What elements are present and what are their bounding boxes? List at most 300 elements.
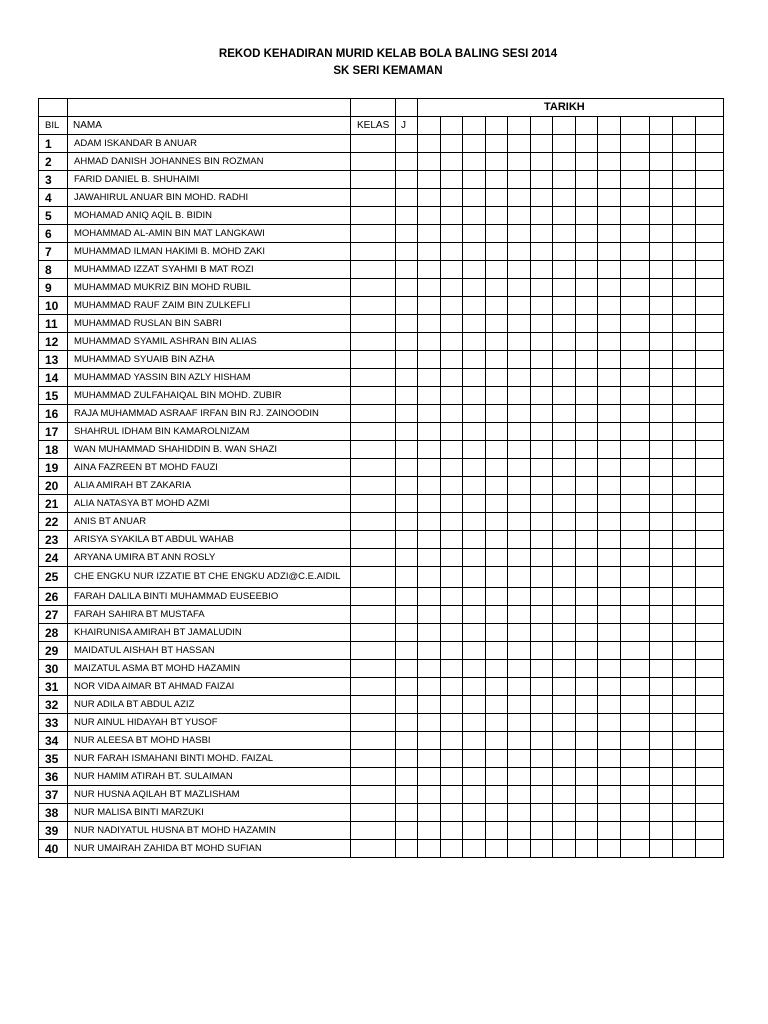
attendance-cell (418, 696, 441, 714)
attendance-cell (650, 369, 673, 387)
attendance-cell (621, 642, 650, 660)
attendance-cell (621, 189, 650, 207)
kelas-cell (351, 153, 396, 171)
attendance-cell (673, 135, 696, 153)
attendance-cell (418, 822, 441, 840)
attendance-cell (486, 225, 508, 243)
student-name: NUR UMAIRAH ZAHIDA BT MOHD SUFIAN (68, 840, 351, 858)
j-cell (396, 624, 418, 642)
attendance-cell (441, 423, 463, 441)
kelas-cell (351, 477, 396, 495)
attendance-cell (463, 279, 486, 297)
attendance-cell (650, 315, 673, 333)
attendance-cell (553, 189, 576, 207)
attendance-cell (486, 642, 508, 660)
table-row (39, 678, 724, 696)
table-row (39, 768, 724, 786)
attendance-cell (650, 606, 673, 624)
attendance-cell (463, 261, 486, 279)
kelas-cell (351, 750, 396, 768)
attendance-cell (621, 786, 650, 804)
kelas-cell (351, 714, 396, 732)
attendance-cell (576, 531, 598, 549)
j-cell (396, 786, 418, 804)
attendance-cell (650, 459, 673, 477)
attendance-cell (531, 732, 553, 750)
attendance-cell (418, 225, 441, 243)
attendance-cell (576, 696, 598, 714)
attendance-cell (650, 750, 673, 768)
attendance-cell (650, 768, 673, 786)
attendance-cell (486, 804, 508, 822)
attendance-cell (673, 495, 696, 513)
attendance-cell (696, 369, 724, 387)
attendance-cell (621, 243, 650, 261)
student-name: KHAIRUNISA AMIRAH BT JAMALUDIN (68, 624, 351, 642)
attendance-cell (441, 171, 463, 189)
student-name: ARISYA SYAKILA BT ABDUL WAHAB (68, 531, 351, 549)
attendance-cell (621, 588, 650, 606)
table-row (39, 459, 724, 477)
kelas-cell (351, 549, 396, 567)
j-cell (396, 660, 418, 678)
attendance-cell (598, 513, 621, 531)
row-number: 11 (39, 315, 68, 333)
attendance-cell (486, 423, 508, 441)
attendance-cell (531, 804, 553, 822)
attendance-cell (598, 660, 621, 678)
attendance-cell (598, 840, 621, 858)
attendance-cell (508, 822, 531, 840)
attendance-cell (621, 207, 650, 225)
attendance-cell (696, 135, 724, 153)
attendance-cell (486, 405, 508, 423)
student-name: MUHAMMAD YASSIN BIN AZLY HISHAM (68, 369, 351, 387)
attendance-cell (441, 495, 463, 513)
table-row (39, 714, 724, 732)
table-row (39, 333, 724, 351)
attendance-cell (576, 225, 598, 243)
table-row (39, 531, 724, 549)
attendance-cell (418, 495, 441, 513)
student-name: NUR HAMIM ATIRAH BT. SULAIMAN (68, 768, 351, 786)
attendance-cell (418, 207, 441, 225)
attendance-cell (463, 531, 486, 549)
attendance-cell (598, 225, 621, 243)
student-name: NOR VIDA AIMAR BT AHMAD FAIZAI (68, 678, 351, 696)
row-number: 19 (39, 459, 68, 477)
kelas-cell (351, 732, 396, 750)
table-row (39, 732, 724, 750)
attendance-cell (553, 225, 576, 243)
attendance-cell (441, 588, 463, 606)
attendance-cell (621, 297, 650, 315)
attendance-cell (673, 225, 696, 243)
attendance-cell (508, 279, 531, 297)
attendance-cell (463, 840, 486, 858)
attendance-cell (553, 642, 576, 660)
attendance-cell (418, 297, 441, 315)
attendance-cell (486, 624, 508, 642)
attendance-cell (418, 840, 441, 858)
header-row-top (39, 99, 724, 117)
attendance-cell (486, 387, 508, 405)
attendance-cell (553, 423, 576, 441)
attendance-cell (553, 207, 576, 225)
attendance-cell (650, 153, 673, 171)
attendance-cell (531, 153, 553, 171)
attendance-cell (508, 333, 531, 351)
attendance-cell (621, 477, 650, 495)
row-number: 8 (39, 261, 68, 279)
attendance-cell (673, 423, 696, 441)
attendance-cell (463, 351, 486, 369)
kelas-cell (351, 369, 396, 387)
attendance-cell (418, 441, 441, 459)
attendance-cell (418, 588, 441, 606)
student-name: AHMAD DANISH JOHANNES BIN ROZMAN (68, 153, 351, 171)
j-cell (396, 189, 418, 207)
attendance-cell (531, 423, 553, 441)
header-blank-kelas (351, 99, 396, 117)
row-number: 31 (39, 678, 68, 696)
attendance-cell (673, 243, 696, 261)
attendance-cell (531, 768, 553, 786)
attendance-cell (508, 642, 531, 660)
row-number: 33 (39, 714, 68, 732)
attendance-cell (696, 315, 724, 333)
student-name: MAIZATUL ASMA BT MOHD HAZAMIN (68, 660, 351, 678)
attendance-cell (598, 369, 621, 387)
attendance-cell (621, 171, 650, 189)
row-number: 28 (39, 624, 68, 642)
kelas-cell (351, 351, 396, 369)
attendance-cell (463, 369, 486, 387)
kelas-cell (351, 225, 396, 243)
attendance-cell (463, 678, 486, 696)
attendance-cell (673, 351, 696, 369)
kelas-cell (351, 495, 396, 513)
attendance-cell (486, 531, 508, 549)
student-name: MUHAMMAD IZZAT SYAHMI B MAT ROZI (68, 261, 351, 279)
attendance-cell (673, 822, 696, 840)
attendance-cell (576, 678, 598, 696)
attendance-cell (463, 207, 486, 225)
attendance-cell (531, 171, 553, 189)
attendance-cell (576, 243, 598, 261)
date-header-cell (463, 117, 486, 135)
attendance-cell (696, 567, 724, 588)
attendance-cell (696, 804, 724, 822)
row-number: 26 (39, 588, 68, 606)
attendance-cell (673, 549, 696, 567)
attendance-cell (650, 513, 673, 531)
date-header-cell (508, 117, 531, 135)
attendance-cell (486, 750, 508, 768)
attendance-cell (576, 642, 598, 660)
attendance-cell (621, 279, 650, 297)
kelas-cell (351, 822, 396, 840)
student-name: SHAHRUL IDHAM BIN KAMAROLNIZAM (68, 423, 351, 441)
attendance-cell (486, 840, 508, 858)
attendance-cell (598, 642, 621, 660)
attendance-cell (486, 660, 508, 678)
attendance-cell (650, 696, 673, 714)
attendance-cell (621, 732, 650, 750)
attendance-cell (531, 369, 553, 387)
attendance-cell (598, 441, 621, 459)
attendance-cell (553, 531, 576, 549)
attendance-cell (598, 333, 621, 351)
row-number: 29 (39, 642, 68, 660)
attendance-cell (463, 660, 486, 678)
attendance-cell (553, 279, 576, 297)
kelas-cell (351, 678, 396, 696)
attendance-cell (650, 441, 673, 459)
j-cell (396, 678, 418, 696)
date-header-cell (418, 117, 441, 135)
attendance-cell (441, 135, 463, 153)
attendance-table (38, 98, 724, 858)
attendance-cell (463, 822, 486, 840)
table-row (39, 513, 724, 531)
row-number: 30 (39, 660, 68, 678)
student-name: CHE ENGKU NUR IZZATIE BT CHE ENGKU ADZI@C.E.AIDIL (68, 567, 351, 588)
attendance-cell (576, 804, 598, 822)
attendance-cell (441, 768, 463, 786)
attendance-cell (553, 840, 576, 858)
kelas-cell (351, 804, 396, 822)
attendance-cell (508, 732, 531, 750)
attendance-cell (418, 189, 441, 207)
attendance-cell (486, 279, 508, 297)
attendance-cell (576, 315, 598, 333)
kelas-cell (351, 642, 396, 660)
attendance-cell (486, 315, 508, 333)
j-cell (396, 207, 418, 225)
attendance-cell (463, 243, 486, 261)
attendance-cell (463, 477, 486, 495)
attendance-cell (621, 840, 650, 858)
attendance-cell (576, 369, 598, 387)
attendance-cell (441, 207, 463, 225)
attendance-cell (441, 678, 463, 696)
attendance-cell (598, 606, 621, 624)
attendance-cell (441, 696, 463, 714)
attendance-cell (486, 243, 508, 261)
table-row (39, 369, 724, 387)
kelas-cell (351, 243, 396, 261)
j-cell (396, 135, 418, 153)
attendance-cell (486, 678, 508, 696)
attendance-cell (650, 840, 673, 858)
attendance-cell (418, 405, 441, 423)
row-number: 34 (39, 732, 68, 750)
kelas-cell (351, 531, 396, 549)
attendance-cell (621, 153, 650, 171)
table-row (39, 441, 724, 459)
attendance-cell (418, 135, 441, 153)
attendance-cell (696, 387, 724, 405)
attendance-cell (621, 495, 650, 513)
attendance-cell (650, 405, 673, 423)
attendance-cell (508, 225, 531, 243)
attendance-cell (508, 531, 531, 549)
attendance-cell (673, 696, 696, 714)
attendance-cell (598, 624, 621, 642)
attendance-cell (486, 822, 508, 840)
student-name: ALIA AMIRAH BT ZAKARIA (68, 477, 351, 495)
attendance-cell (673, 387, 696, 405)
date-header-cell (531, 117, 553, 135)
row-number: 32 (39, 696, 68, 714)
attendance-cell (418, 642, 441, 660)
attendance-cell (621, 696, 650, 714)
attendance-cell (553, 495, 576, 513)
attendance-cell (441, 531, 463, 549)
student-name: NUR MALISA BINTI MARZUKI (68, 804, 351, 822)
attendance-cell (621, 369, 650, 387)
attendance-cell (463, 750, 486, 768)
attendance-cell (576, 207, 598, 225)
attendance-cell (508, 714, 531, 732)
attendance-cell (576, 297, 598, 315)
attendance-cell (598, 207, 621, 225)
attendance-cell (650, 351, 673, 369)
attendance-cell (418, 459, 441, 477)
kelas-cell (351, 513, 396, 531)
attendance-cell (441, 477, 463, 495)
attendance-cell (508, 786, 531, 804)
attendance-cell (553, 696, 576, 714)
attendance-cell (441, 459, 463, 477)
attendance-cell (576, 549, 598, 567)
kelas-cell (351, 297, 396, 315)
row-number: 13 (39, 351, 68, 369)
date-header-cell (650, 117, 673, 135)
attendance-cell (531, 315, 553, 333)
attendance-cell (673, 588, 696, 606)
attendance-cell (696, 405, 724, 423)
row-number: 38 (39, 804, 68, 822)
attendance-cell (553, 261, 576, 279)
j-cell (396, 495, 418, 513)
attendance-cell (508, 405, 531, 423)
attendance-cell (463, 333, 486, 351)
attendance-cell (576, 405, 598, 423)
attendance-cell (673, 804, 696, 822)
student-name: MUHAMMAD ZULFAHAIQAL BIN MOHD. ZUBIR (68, 387, 351, 405)
attendance-cell (650, 531, 673, 549)
student-name: JAWAHIRUL ANUAR BIN MOHD. RADHI (68, 189, 351, 207)
table-row (39, 822, 724, 840)
student-name: NUR ADILA BT ABDUL AZIZ (68, 696, 351, 714)
attendance-cell (486, 369, 508, 387)
j-cell (396, 387, 418, 405)
attendance-cell (650, 135, 673, 153)
attendance-cell (553, 624, 576, 642)
attendance-cell (486, 351, 508, 369)
student-name: RAJA MUHAMMAD ASRAAF IRFAN BIN RJ. ZAINOODIN (68, 405, 351, 423)
attendance-cell (696, 243, 724, 261)
attendance-cell (441, 567, 463, 588)
attendance-cell (696, 642, 724, 660)
row-number: 1 (39, 135, 68, 153)
row-number: 24 (39, 549, 68, 567)
attendance-cell (441, 351, 463, 369)
attendance-cell (673, 477, 696, 495)
attendance-cell (598, 495, 621, 513)
attendance-cell (598, 567, 621, 588)
attendance-cell (418, 423, 441, 441)
j-cell (396, 243, 418, 261)
table-row (39, 495, 724, 513)
attendance-cell (576, 261, 598, 279)
attendance-cell (576, 786, 598, 804)
attendance-cell (486, 135, 508, 153)
attendance-cell (553, 804, 576, 822)
attendance-cell (650, 804, 673, 822)
attendance-cell (463, 135, 486, 153)
attendance-cell (508, 441, 531, 459)
attendance-cell (553, 369, 576, 387)
attendance-cell (508, 840, 531, 858)
table-row (39, 261, 724, 279)
attendance-cell (650, 549, 673, 567)
attendance-cell (553, 459, 576, 477)
attendance-cell (418, 153, 441, 171)
date-header-cell (673, 117, 696, 135)
attendance-cell (486, 297, 508, 315)
attendance-cell (418, 660, 441, 678)
row-number: 35 (39, 750, 68, 768)
attendance-cell (553, 333, 576, 351)
attendance-cell (486, 477, 508, 495)
attendance-cell (508, 804, 531, 822)
attendance-cell (418, 387, 441, 405)
attendance-cell (531, 549, 553, 567)
attendance-cell (553, 171, 576, 189)
kelas-cell (351, 207, 396, 225)
attendance-cell (463, 804, 486, 822)
attendance-cell (553, 660, 576, 678)
attendance-cell (553, 153, 576, 171)
attendance-cell (696, 660, 724, 678)
table-row (39, 297, 724, 315)
attendance-cell (598, 477, 621, 495)
attendance-cell (673, 678, 696, 696)
attendance-cell (531, 189, 553, 207)
attendance-cell (673, 750, 696, 768)
attendance-cell (696, 477, 724, 495)
attendance-cell (441, 642, 463, 660)
attendance-cell (553, 243, 576, 261)
attendance-cell (508, 369, 531, 387)
attendance-cell (418, 567, 441, 588)
table-row (39, 207, 724, 225)
attendance-cell (508, 351, 531, 369)
kelas-cell (351, 441, 396, 459)
attendance-cell (598, 135, 621, 153)
attendance-cell (531, 642, 553, 660)
j-cell (396, 768, 418, 786)
kelas-cell (351, 660, 396, 678)
attendance-cell (576, 459, 598, 477)
attendance-cell (696, 351, 724, 369)
attendance-cell (621, 225, 650, 243)
attendance-cell (508, 588, 531, 606)
attendance-cell (531, 750, 553, 768)
